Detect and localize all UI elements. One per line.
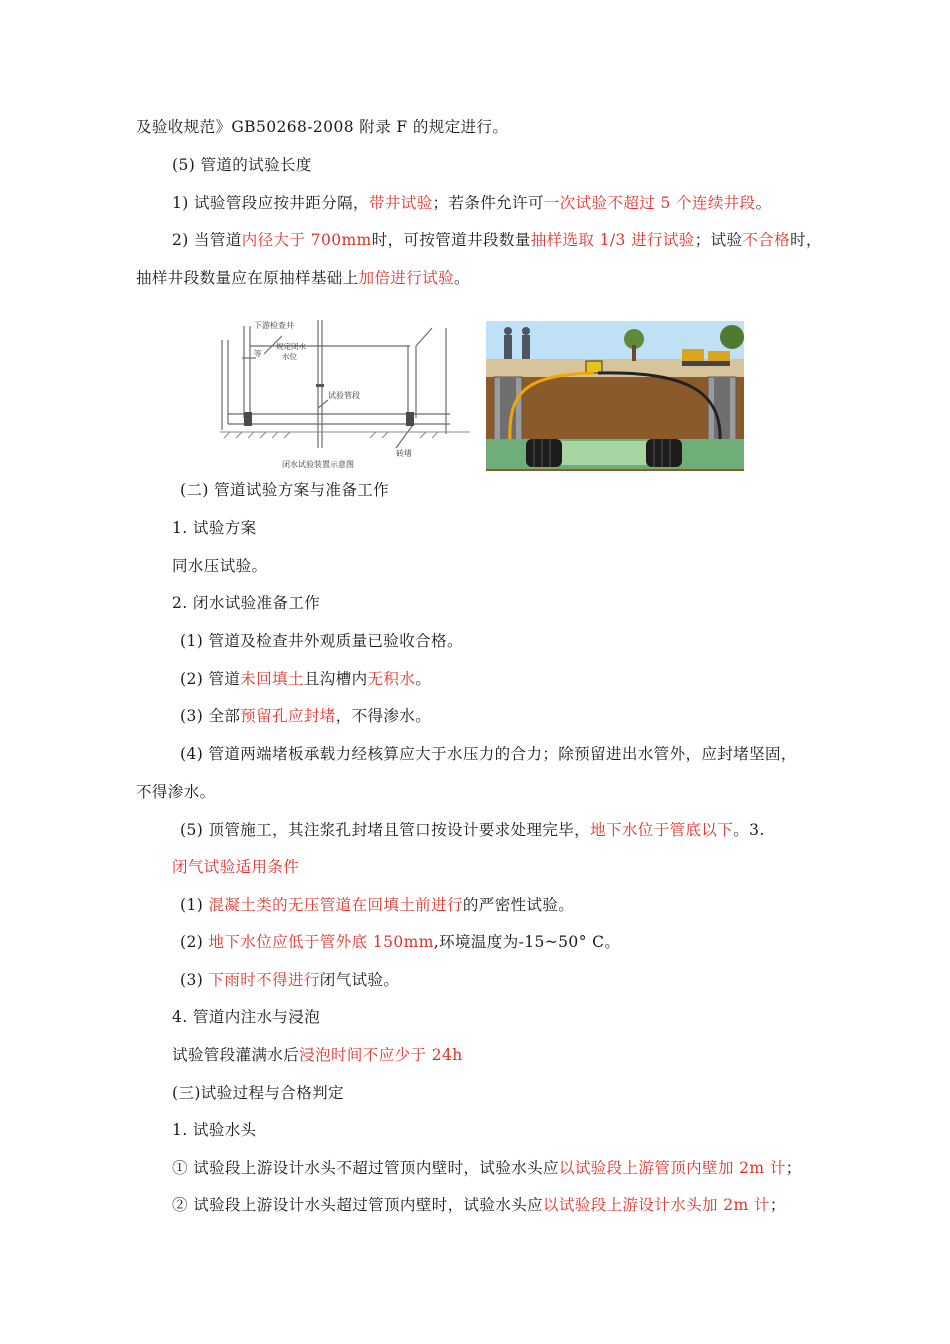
text-segment: 。3. [733, 821, 765, 839]
highlighted-text: 下雨时不得进行 [208, 971, 320, 989]
text-segment: ,环境温度为-15~50° C。 [433, 933, 621, 951]
text-line [180, 669, 431, 689]
text-segment: 时， [790, 231, 822, 249]
text-segment: 且沟槽内 [303, 670, 368, 688]
text-line [136, 782, 216, 802]
text-line [180, 631, 463, 651]
text-line [172, 1045, 463, 1065]
text-segment: 闭气试验。 [319, 971, 400, 989]
text-line [172, 1083, 344, 1103]
text-segment: 。 [755, 194, 772, 212]
figure-caption: 闭水试验装置示意图 [282, 460, 354, 469]
text-line [172, 518, 257, 538]
text-line [172, 857, 299, 877]
highlighted-text: 无积水 [367, 670, 416, 688]
label-downstream-well: 下游检查井 [254, 321, 294, 330]
text-segment: 。 [454, 269, 470, 287]
text-line [180, 970, 399, 990]
text-line [172, 1120, 257, 1140]
text-line [172, 556, 267, 576]
generator-icon [586, 361, 602, 373]
text-line [172, 155, 312, 175]
text-line [180, 706, 431, 726]
highlighted-text: 预留孔应封堵 [240, 707, 336, 725]
text-segment: (2) 管道 [180, 670, 241, 688]
text-segment: 2. 闭水试验准备工作 [172, 594, 321, 612]
text-segment: ② 试验段上游设计水头超过管顶内壁时，试验水头应 [172, 1196, 544, 1214]
text-segment: ；试验 [694, 231, 743, 249]
text-segment: 试验管段灌满水后 [172, 1046, 300, 1064]
text-line [172, 1195, 786, 1215]
highlighted-text: 一次试验不超过 5 个连续井段 [543, 194, 756, 212]
highlighted-text: 地下水位应低于管外底 150mm [208, 933, 434, 951]
text-segment: 不得渗水。 [136, 783, 216, 801]
plug-left-icon [526, 439, 562, 467]
text-segment: (3) 全部 [180, 707, 241, 725]
highlighted-text: 带井试验 [368, 194, 433, 212]
text-line [180, 820, 765, 840]
highlighted-text: 闭气试验适用条件 [172, 858, 300, 876]
highlighted-text: 以试验段上游管顶内壁加 2m 计 [558, 1159, 786, 1177]
text-segment: ； [769, 1196, 786, 1214]
text-line [180, 744, 797, 764]
highlighted-text: 未回填土 [240, 670, 304, 688]
text-segment: (3) [180, 971, 209, 989]
text-segment: 抽样井段数量应在原抽样基础上 [136, 269, 359, 287]
text-segment: (5) 顶管施工，其注浆孔封堵且管口按设计要求处理完毕， [180, 821, 591, 839]
highlighted-text: 以试验段上游设计水头加 2m 计 [543, 1196, 770, 1214]
highlighted-text: 地下水位于管底以下 [590, 821, 734, 839]
pipe-test-illustration [486, 321, 744, 471]
label-water-level-c: 等 [254, 349, 262, 358]
text-line [172, 230, 822, 250]
highlighted-text: 加倍进行试验 [358, 269, 455, 287]
text-line [172, 1158, 802, 1178]
text-line [172, 1007, 320, 1027]
text-segment: 1. 试验方案 [172, 519, 257, 537]
text-segment: 4. 管道内注水与浸泡 [172, 1008, 321, 1026]
text-segment: 2) 当管道 [172, 231, 242, 249]
text-line [136, 268, 470, 288]
label-water-level-b: 水位 [282, 352, 297, 361]
closed-water-test-diagram [220, 318, 470, 470]
highlighted-text: 不合格 [742, 231, 791, 249]
highlighted-text: 浸泡时间不应少于 24h [299, 1046, 463, 1064]
text-line [180, 895, 574, 915]
text-segment: 1) 试验管段应按井距分隔， [172, 194, 369, 212]
text-line [136, 117, 508, 137]
text-segment: ，不得渗水。 [335, 707, 432, 725]
text-segment: 1. 试验水头 [172, 1121, 257, 1139]
text-segment: (1) 管道及检查井外观质量已验收合格。 [180, 632, 463, 650]
text-segment: 时，可按管道井段数量 [371, 231, 531, 249]
text-segment: (三)试验过程与合格判定 [172, 1084, 344, 1102]
text-segment: (5) 管道的试验长度 [172, 156, 312, 174]
text-segment: ① 试验段上游设计水头不超过管顶内壁时，试验水头应 [172, 1159, 559, 1177]
label-plug: 砖堵 [396, 449, 412, 458]
text-line [172, 193, 771, 213]
text-segment: ； [785, 1159, 802, 1177]
text-segment: (二) 管道试验方案与准备工作 [180, 481, 390, 499]
text-segment: 同水压试验。 [172, 557, 268, 575]
text-segment: (4) 管道两端堵板承载力经核算应大于水压力的合力；除预留进出水管外，应封堵坚固， [180, 745, 797, 763]
plug-right-icon [646, 439, 682, 467]
text-line [172, 593, 320, 613]
text-segment: 及验收规范》GB50268-2008 附录 F 的规定进行。 [136, 118, 509, 136]
text-segment: 的严密性试验。 [462, 896, 575, 914]
highlighted-text: 混凝土类的无压管道在回填土前进行 [208, 896, 463, 914]
label-pipe-section: 试验管段 [328, 391, 360, 400]
label-water-level-a: 规定闭水 [276, 342, 306, 351]
text-line [180, 932, 620, 952]
highlighted-text: 抽样选取 1/3 进行试验 [530, 231, 695, 249]
text-segment: ；若条件允许可 [432, 194, 544, 212]
highlighted-text: 内径大于 700mm [241, 231, 372, 249]
text-segment: (2) [180, 933, 209, 951]
text-segment: 。 [415, 670, 432, 688]
text-line [180, 480, 389, 500]
text-segment: (1) [180, 896, 209, 914]
